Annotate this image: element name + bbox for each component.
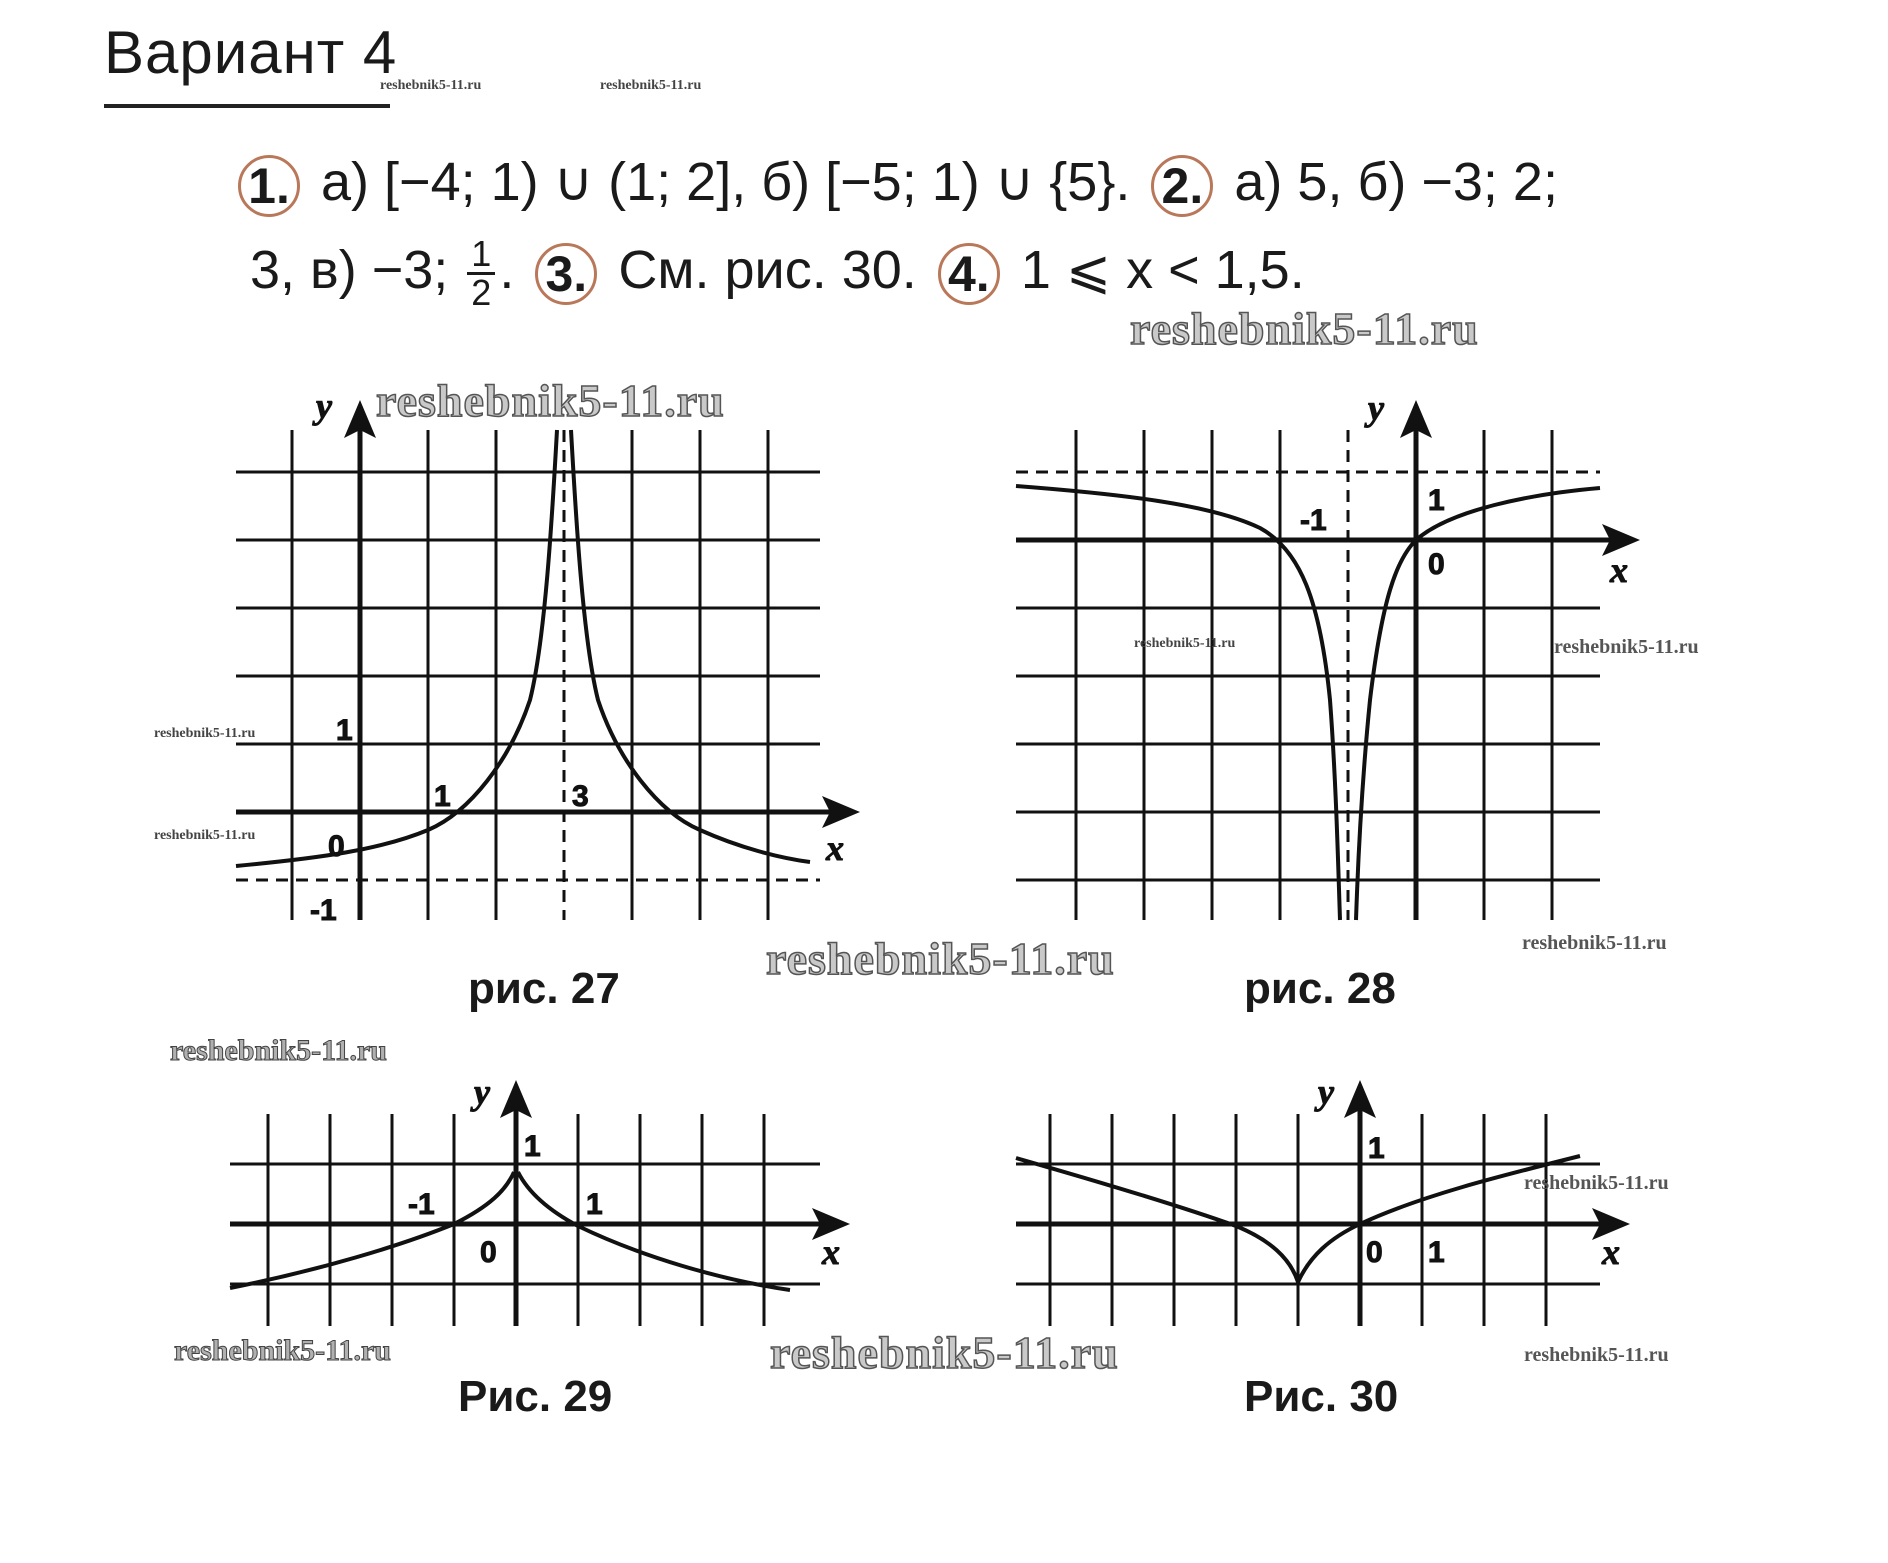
watermark: reshebnik5-11.ru (770, 1327, 1119, 1378)
watermark: reshebnik5-11.ru (170, 1034, 387, 1067)
figure-29 (230, 1072, 850, 1326)
answer-number-4: 4. (938, 243, 1000, 305)
answer-2-continued: 3, в) −3; (250, 239, 449, 300)
fraction-denominator: 2 (471, 272, 492, 313)
page-title: Вариант 4 (104, 19, 398, 86)
fig27-grid (236, 430, 820, 920)
fig27-y-label: y (316, 386, 332, 426)
fig29-curve-right (518, 1172, 790, 1290)
watermark: reshebnik5-11.ru (600, 78, 702, 93)
fig29-tick-x1: 1 (586, 1188, 603, 1221)
fig28-curve-left (1016, 486, 1340, 920)
watermark: reshebnik5-11.ru (380, 78, 482, 93)
fraction-numerator: 1 (467, 236, 495, 275)
answer-1-text: а) [−4; 1) ∪ (1; 2], б) [−5; 1) ∪ {5}. (321, 152, 1131, 212)
fig27-tick-x3: 3 (572, 780, 589, 813)
fig27-curve-left (236, 430, 557, 866)
fig30-tick-x1: 1 (1428, 1236, 1445, 1269)
watermark: reshebnik5-11.ru (766, 933, 1115, 984)
fig29-x-label: x (822, 1232, 840, 1272)
fig29-tick-xm1: -1 (408, 1188, 435, 1221)
fig29-caption: Рис. 29 (458, 1372, 613, 1421)
fig27-caption: рис. 27 (468, 964, 620, 1013)
fig27-tick-ym1: -1 (310, 894, 337, 927)
fig30-tick-y1: 1 (1368, 1132, 1385, 1165)
watermark: reshebnik5-11.ru (1554, 636, 1699, 658)
fig29-origin: 0 (480, 1236, 497, 1269)
watermark: reshebnik5-11.ru (1524, 1172, 1669, 1194)
watermark: reshebnik5-11.ru (174, 1334, 391, 1367)
watermark: reshebnik5-11.ru (154, 726, 256, 741)
fig28-origin: 0 (1428, 548, 1445, 581)
fig27-tick-y1: 1 (336, 714, 353, 747)
fig27-origin: 0 (328, 830, 345, 863)
answer-number-1: 1. (238, 155, 300, 217)
fig28-tick-xm1: -1 (1300, 504, 1327, 537)
fig30-curve-left (1016, 1158, 1298, 1282)
figure-28 (1016, 388, 1640, 920)
answer-number-3: 3. (535, 243, 597, 305)
fig27-tick-x1: 1 (434, 780, 451, 813)
fig30-x-label: x (1602, 1232, 1620, 1272)
figure-27 (236, 386, 860, 927)
watermark: reshebnik5-11.ru (1134, 636, 1236, 651)
fig30-caption: Рис. 30 (1244, 1372, 1399, 1421)
watermark: reshebnik5-11.ru (1130, 303, 1479, 354)
fig27-curve-right (571, 430, 810, 862)
fig28-caption: рис. 28 (1244, 964, 1396, 1013)
answer-3-text: См. рис. 30. (618, 239, 917, 300)
figure-30 (1016, 1072, 1630, 1326)
fig27-x-label: x (826, 828, 844, 868)
watermark: reshebnik5-11.ru (1524, 1344, 1669, 1366)
watermark: reshebnik5-11.ru (1522, 932, 1667, 954)
answer-number-2: 2. (1151, 155, 1213, 217)
fig28-y-label: y (1368, 388, 1384, 428)
fig29-curve-left (230, 1172, 514, 1288)
fraction-period: . (499, 239, 515, 300)
fig30-y-label: y (1318, 1072, 1334, 1112)
fig29-tick-y1: 1 (524, 1130, 541, 1163)
answer-4-text: 1 ⩽ x < 1,5. (1020, 239, 1305, 300)
watermark: reshebnik5-11.ru (376, 375, 725, 426)
answer-2-text: а) 5, б) −3; 2; (1234, 152, 1558, 212)
fig28-curve-right (1356, 488, 1600, 920)
watermark: reshebnik5-11.ru (154, 828, 256, 843)
fig29-y-label: y (474, 1072, 490, 1112)
fig28-tick-y1: 1 (1428, 484, 1445, 517)
fig30-origin: 0 (1366, 1236, 1383, 1269)
fig28-x-label: x (1610, 550, 1628, 590)
fig30-grid (1016, 1114, 1600, 1326)
